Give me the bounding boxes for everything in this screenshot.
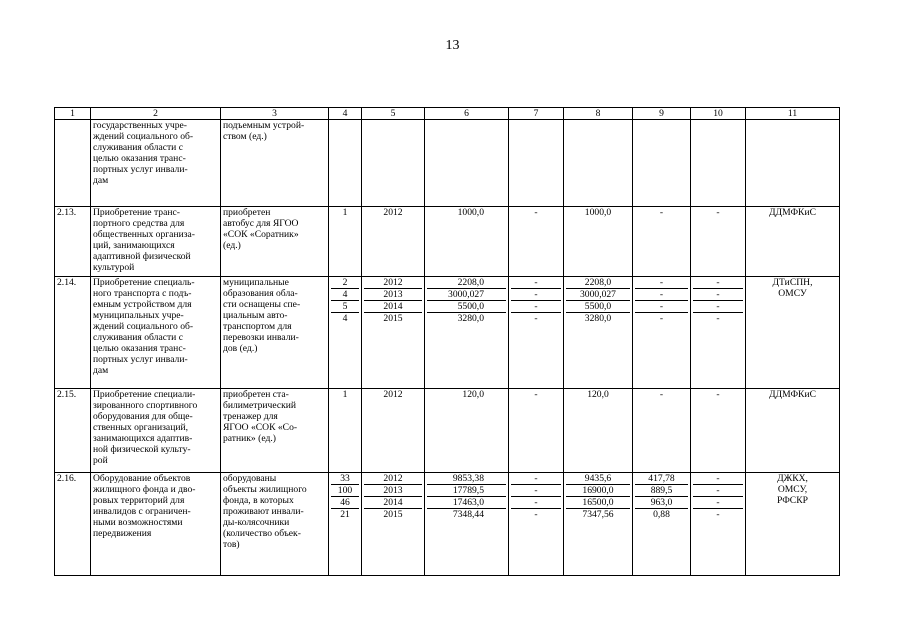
column-number-row	[55, 108, 840, 120]
quantity-column	[329, 473, 362, 576]
municipal-amount-column	[633, 473, 691, 576]
column-number: 9	[633, 108, 691, 120]
empty-cell	[633, 120, 691, 207]
regional-amount-cell: 16900,0	[566, 485, 630, 497]
other-amount-cell: -	[716, 277, 720, 288]
federal-amount-cell: -	[511, 301, 561, 313]
year-column	[362, 207, 425, 277]
municipal-amount-column	[633, 389, 691, 473]
table-body	[55, 108, 840, 576]
year-cell: 2013	[364, 289, 422, 301]
indicator: приобретен автобус для ЯГОО «СОК «Соратник» (ед.)	[221, 207, 329, 277]
regional-amount-cell: 7347,56	[566, 509, 630, 521]
federal-amount-cell: -	[511, 485, 561, 497]
column-number: 6	[425, 108, 509, 120]
federal-amount-column	[509, 389, 564, 473]
column-number: 2	[91, 108, 221, 120]
regional-amount-cell: 3280,0	[566, 313, 630, 325]
other-amount-column	[691, 207, 746, 277]
executor: ДТиСПН, ОМСУ	[746, 277, 840, 389]
executor: ДЖКХ, ОМСУ, РФСКР	[746, 473, 840, 576]
year-cell: 2015	[364, 509, 422, 521]
table-row	[55, 389, 840, 473]
indicator: подъемным устрой- ством (ед.)	[221, 120, 329, 207]
column-number: 4	[329, 108, 362, 120]
other-amount-cell: -	[693, 289, 743, 301]
regional-amount-cell: 9435,6	[584, 473, 612, 484]
other-amount-cell: -	[693, 497, 743, 509]
table-row	[55, 473, 840, 576]
federal-amount-column	[509, 473, 564, 576]
municipal-amount-cell: -	[635, 301, 688, 313]
total-amount-cell: 5500,0	[427, 301, 506, 313]
total-amount-cell: 17463,0	[427, 497, 506, 509]
year-cell: 2012	[383, 473, 403, 484]
activity-description: Оборудование объектов жилищного фонда и дво- ровых территорий для инвалидов с ограничен- ными возможностями передвижения	[91, 473, 221, 576]
other-amount-cell: -	[716, 207, 720, 218]
row-number	[55, 120, 91, 207]
federal-amount-cell: -	[534, 389, 538, 400]
total-amount-cell: 2208,0	[457, 277, 484, 288]
total-amount-column	[425, 277, 509, 389]
quantity-cell: 4	[331, 289, 359, 301]
quantity-column	[329, 389, 362, 473]
quantity-cell: 4	[331, 313, 359, 325]
other-amount-cell: -	[716, 389, 720, 400]
regional-amount-column	[564, 389, 633, 473]
quantity-cell: 2	[342, 277, 348, 288]
regional-amount-column	[564, 207, 633, 277]
municipal-amount-cell: -	[635, 289, 688, 301]
indicator: оборудованы объекты жилищного фонда, в которых проживают инвали- ды-колясочники (количество объек- тов)	[221, 473, 329, 576]
year-cell: 2012	[383, 277, 403, 288]
other-amount-column	[691, 473, 746, 576]
empty-cell	[425, 120, 509, 207]
total-amount-cell: 1000,0	[457, 207, 484, 218]
total-amount-cell: 3280,0	[427, 313, 506, 325]
activity-description: Приобретение специали- зированного спортивного оборудования для обще- ственных организаций, занимающихся адаптив- ной физической культу- рой	[91, 389, 221, 473]
row-number: 2.14.	[55, 277, 91, 389]
regional-amount-cell: 3000,027	[566, 289, 630, 301]
federal-amount-cell: -	[534, 473, 538, 484]
total-amount-cell: 9853,38	[452, 473, 484, 484]
quantity-cell: 5	[331, 301, 359, 313]
municipal-amount-cell: -	[635, 313, 688, 325]
column-number: 1	[55, 108, 91, 120]
municipal-amount-cell: -	[659, 207, 664, 218]
year-column	[362, 473, 425, 576]
municipal-amount-cell: 963,0	[635, 497, 688, 509]
column-number: 5	[362, 108, 425, 120]
empty-cell	[362, 120, 425, 207]
quantity-cell: 21	[331, 509, 359, 521]
column-number: 3	[221, 108, 329, 120]
federal-amount-cell: -	[511, 313, 561, 325]
municipal-amount-cell: -	[659, 389, 664, 400]
federal-amount-cell: -	[511, 497, 561, 509]
total-amount-column	[425, 473, 509, 576]
total-amount-cell: 120,0	[462, 389, 484, 400]
other-amount-cell: -	[693, 509, 743, 521]
municipal-amount-cell: 0,88	[635, 509, 688, 521]
municipal-amount-cell: -	[659, 277, 664, 288]
quantity-cell: 33	[340, 473, 350, 484]
indicator: муниципальные образования обла- сти оснащены спе- циальным авто- транспортом для перевозки инвали- дов (ед.)	[221, 277, 329, 389]
activity-description: Приобретение специаль- ного транспорта с подъ- емным устройством для муниципальных учре- ждений социального об- служивания области с целью оказания транс- портных услуг инвали- дам	[91, 277, 221, 389]
executor: ДДМФКиС	[746, 207, 840, 277]
year-cell: 2012	[383, 389, 403, 400]
year-cell: 2014	[364, 301, 422, 313]
column-number: 10	[691, 108, 746, 120]
column-number: 8	[564, 108, 633, 120]
activity-description: Приобретение транс- портного средства для общественных организа- ций, занимающихся адаптивной физической культурой	[91, 207, 221, 277]
regional-amount-column	[564, 473, 633, 576]
total-amount-cell: 17789,5	[427, 485, 506, 497]
empty-cell	[329, 120, 362, 207]
municipal-amount-cell: 889,5	[635, 485, 688, 497]
quantity-cell: 1	[342, 207, 348, 218]
other-amount-cell: -	[693, 301, 743, 313]
quantity-cell: 46	[331, 497, 359, 509]
municipal-amount-column	[633, 207, 691, 277]
continuation-row	[55, 120, 840, 207]
municipal-amount-column	[633, 277, 691, 389]
year-cell: 2015	[364, 313, 422, 325]
table-row	[55, 207, 840, 277]
other-amount-column	[691, 277, 746, 389]
activity-description: государственных учре- ждений социального об- служивания области с целью оказания транс- портных услуг инвали- дам	[91, 120, 221, 207]
total-amount-cell: 7348,44	[427, 509, 506, 521]
executor: ДДМФКиС	[746, 389, 840, 473]
regional-amount-cell: 2208,0	[584, 277, 612, 288]
indicator: приобретен ста- билиметрический тренажер для ЯГОО «СОК «Со- ратник» (ед.)	[221, 389, 329, 473]
row-number: 2.15.	[55, 389, 91, 473]
year-cell: 2013	[364, 485, 422, 497]
quantity-cell: 100	[331, 485, 359, 497]
federal-amount-cell: -	[534, 207, 538, 218]
empty-cell	[691, 120, 746, 207]
column-number: 7	[509, 108, 564, 120]
other-amount-cell: -	[693, 485, 743, 497]
program-table	[54, 107, 840, 576]
regional-amount-cell: 1000,0	[584, 207, 612, 218]
column-number: 11	[746, 108, 840, 120]
year-cell: 2012	[383, 207, 403, 218]
regional-amount-cell: 120,0	[587, 389, 609, 400]
federal-amount-cell: -	[511, 509, 561, 521]
regional-amount-cell: 5500,0	[566, 301, 630, 313]
empty-cell	[746, 120, 840, 207]
year-column	[362, 277, 425, 389]
year-cell: 2014	[364, 497, 422, 509]
quantity-column	[329, 277, 362, 389]
other-amount-cell: -	[716, 473, 720, 484]
regional-amount-column	[564, 277, 633, 389]
empty-cell	[564, 120, 633, 207]
page-number: 13	[445, 38, 460, 53]
year-column	[362, 389, 425, 473]
row-number: 2.13.	[55, 207, 91, 277]
other-amount-column	[691, 389, 746, 473]
other-amount-cell: -	[693, 313, 743, 325]
total-amount-cell: 3000,027	[427, 289, 506, 301]
federal-amount-column	[509, 207, 564, 277]
total-amount-column	[425, 389, 509, 473]
empty-cell	[509, 120, 564, 207]
federal-amount-cell: -	[511, 289, 561, 301]
row-number: 2.16.	[55, 473, 91, 576]
total-amount-column	[425, 207, 509, 277]
regional-amount-cell: 16500,0	[566, 497, 630, 509]
federal-amount-cell: -	[534, 277, 538, 288]
quantity-cell: 1	[342, 389, 348, 400]
quantity-column	[329, 207, 362, 277]
municipal-amount-cell: 417,78	[648, 473, 675, 484]
table-row	[55, 277, 840, 389]
federal-amount-column	[509, 277, 564, 389]
